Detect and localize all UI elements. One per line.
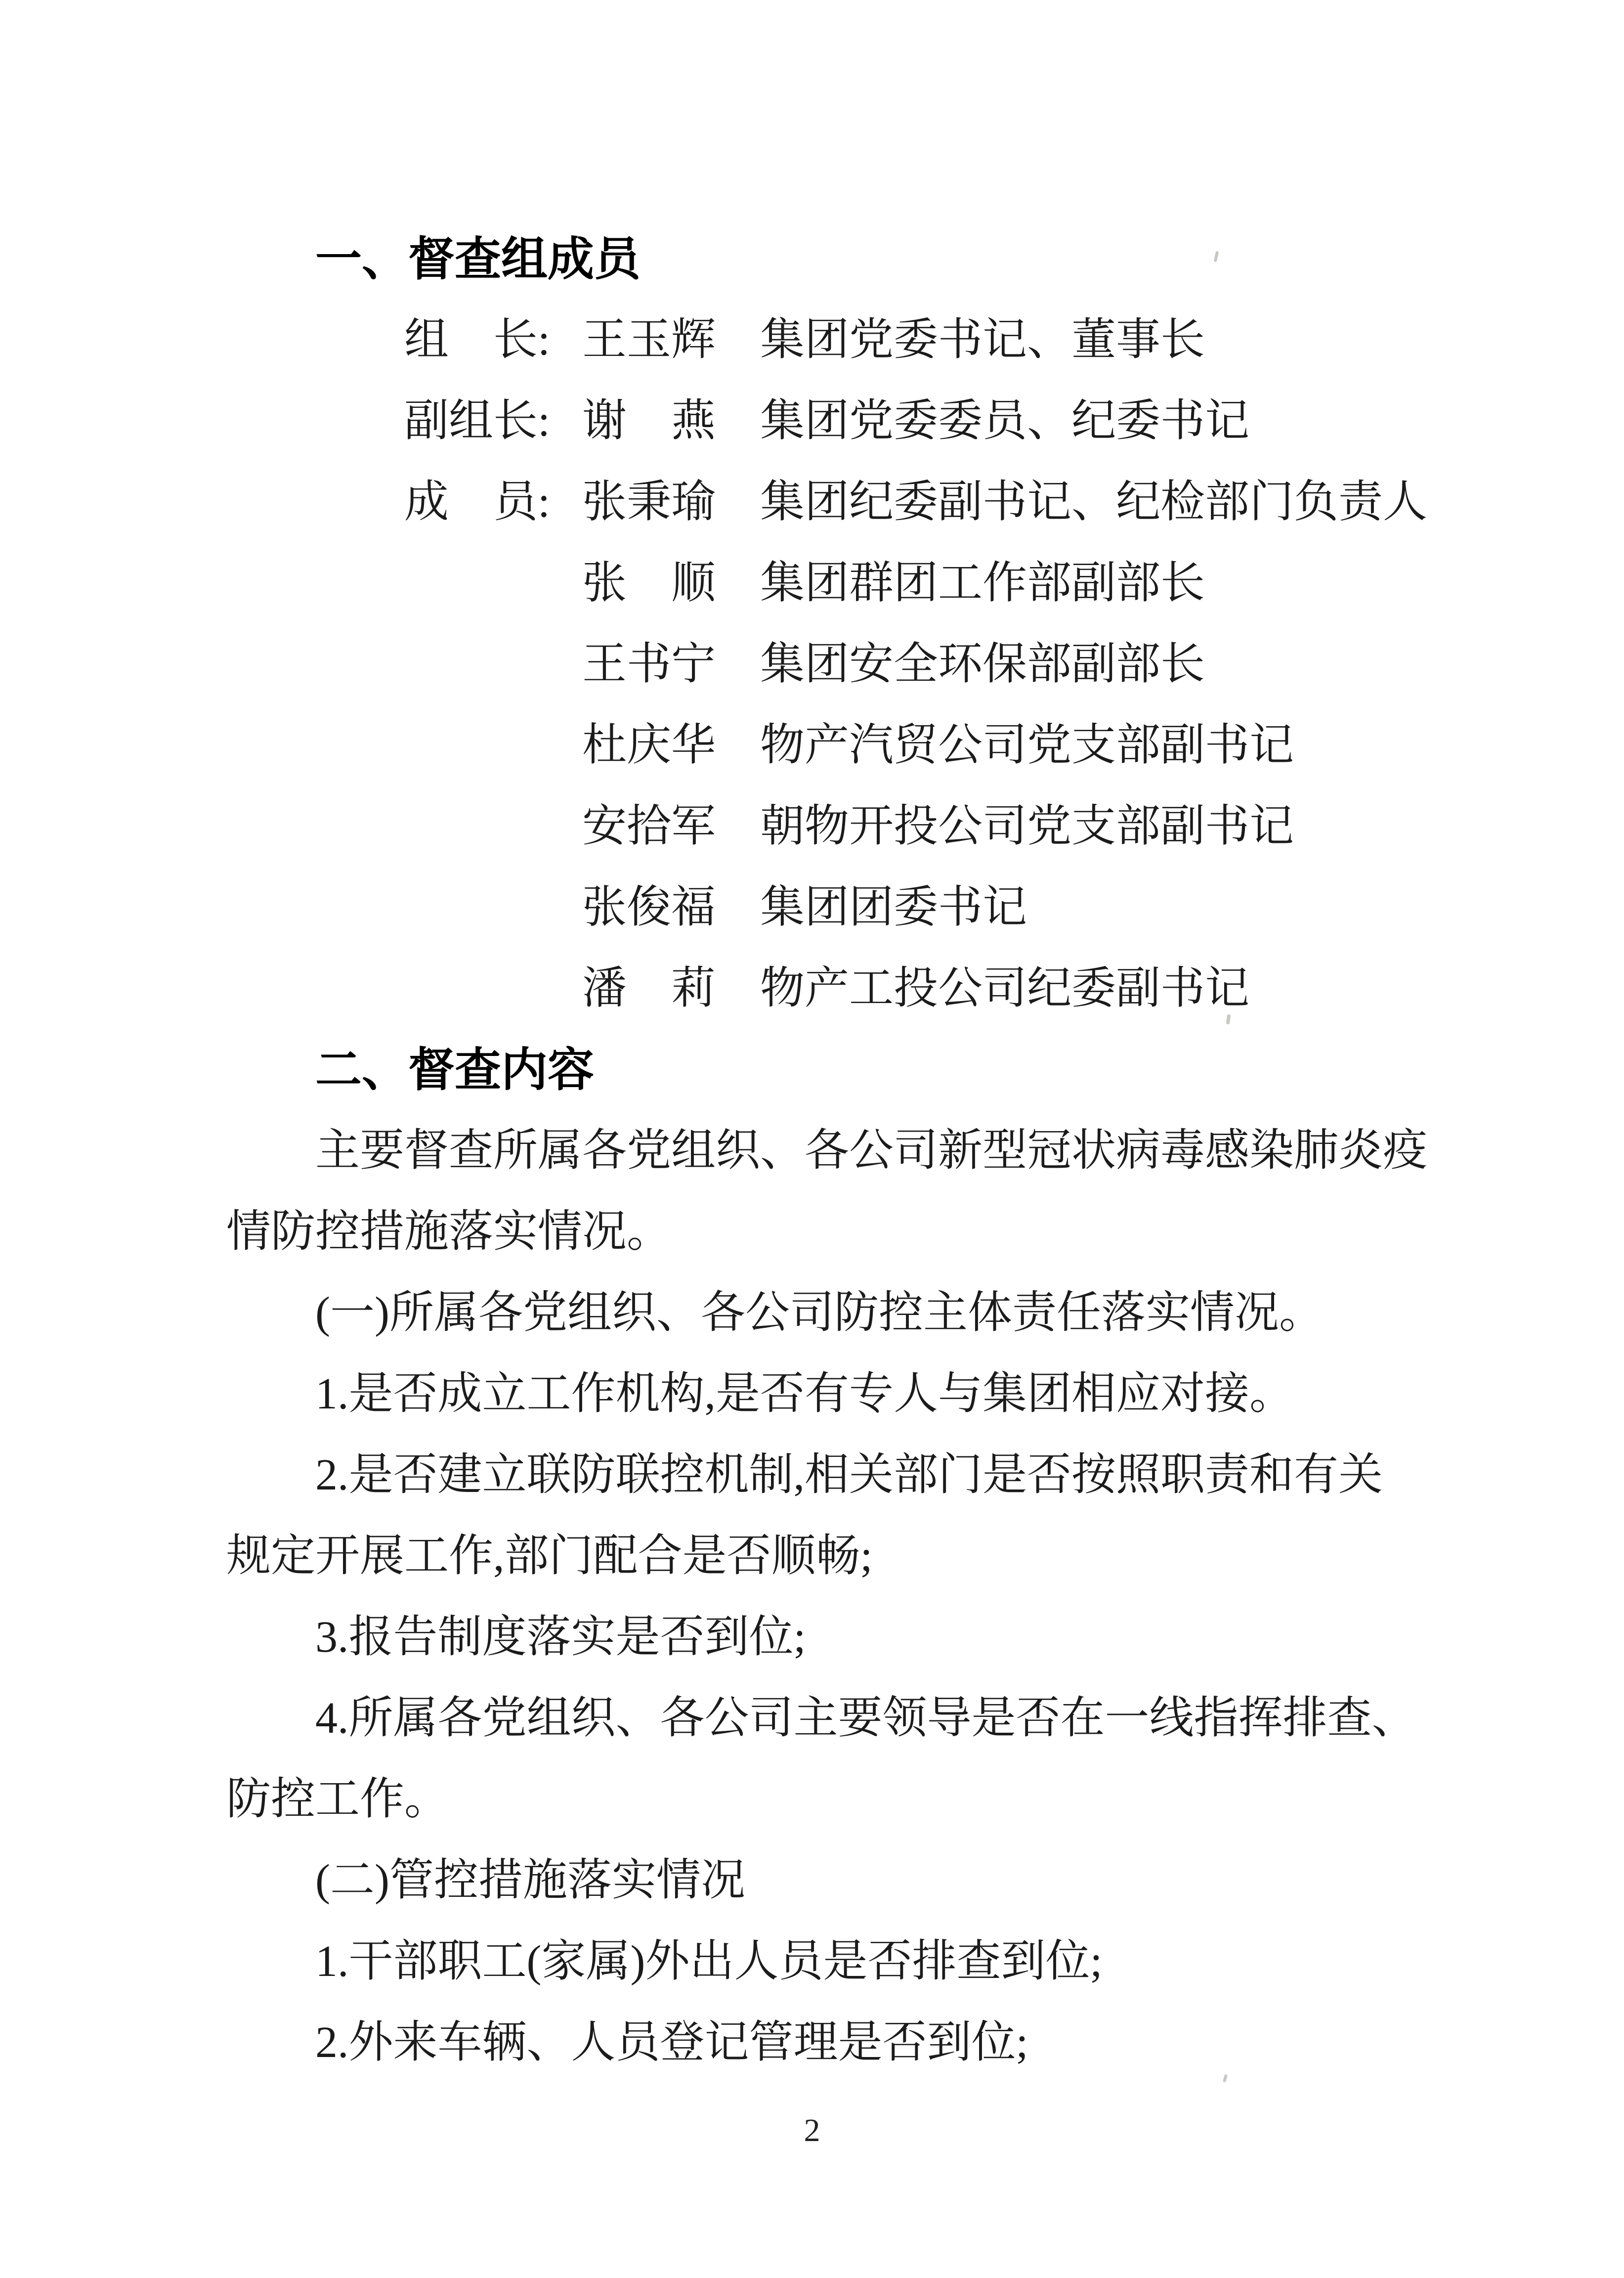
member-duty: 朝物开投公司党支部副书记 — [760, 802, 1294, 851]
member-row — [226, 543, 1432, 624]
member-role: 成 员: — [404, 478, 551, 526]
member-name: 张 顺 — [582, 559, 716, 608]
member-role: 组 长: — [404, 315, 551, 364]
document-content — [226, 219, 1432, 2083]
member-role: 副组长: — [404, 396, 551, 445]
body-line: 2.是否建立联防联控机制,相关部门是否按照职责和有关 — [315, 1450, 1383, 1499]
member-duty: 集团党委书记、董事长 — [760, 315, 1205, 364]
member-name: 王玉辉 — [582, 315, 716, 364]
body-line: 3.报告制度落实是否到位; — [315, 1613, 806, 1662]
member-row — [226, 381, 1432, 462]
member-duty: 集团党委委员、纪委书记 — [760, 396, 1249, 445]
member-name: 安拾军 — [582, 802, 716, 851]
member-name: 王书宁 — [582, 640, 716, 689]
member-row — [226, 948, 1432, 1029]
member-duty: 集团安全环保部副部长 — [760, 640, 1205, 689]
member-duty: 物产汽贸公司党支部副书记 — [760, 721, 1294, 770]
member-row — [226, 705, 1432, 786]
member-row — [226, 462, 1432, 543]
member-row — [226, 624, 1432, 705]
body-line: 规定开展工作,部门配合是否顺畅; — [226, 1532, 873, 1580]
member-duty: 集团纪委副书记、纪检部门负责人 — [760, 478, 1427, 526]
member-row — [226, 300, 1432, 381]
body-line: (二)管控措施落实情况 — [315, 1856, 745, 1905]
section-2-heading: 二、督查内容 — [315, 1044, 595, 1095]
body-line: 防控工作。 — [226, 1775, 449, 1824]
member-name: 杜庆华 — [582, 721, 716, 770]
body-line: 主要督查所属各党组织、各公司新型冠状病毒感染肺炎疫 — [315, 1126, 1427, 1175]
body-line: 2.外来车辆、人员登记管理是否到位; — [315, 2018, 1028, 2067]
member-duty: 集团群团工作部副部长 — [760, 559, 1205, 608]
member-name: 张俊福 — [582, 883, 716, 932]
body-line: 4.所属各党组织、各公司主要领导是否在一线指挥排查、 — [315, 1694, 1416, 1743]
page-number: 2 — [804, 2112, 820, 2148]
section-1-heading: 一、督查组成员 — [315, 233, 641, 285]
body-line: 情防控措施落实情况。 — [226, 1207, 671, 1256]
body-line: 1.干部职工(家属)外出人员是否排查到位; — [315, 1937, 1103, 1986]
member-duty: 物产工投公司纪委副书记 — [760, 964, 1249, 1013]
member-name: 谢 燕 — [582, 396, 716, 445]
member-duty: 集团团委书记 — [760, 883, 1027, 932]
member-row — [226, 867, 1432, 948]
member-name: 潘 莉 — [582, 964, 716, 1013]
body-line: 1.是否成立工作机构,是否有专人与集团相应对接。 — [315, 1369, 1294, 1418]
member-row — [226, 786, 1432, 867]
member-name: 张秉瑜 — [582, 478, 716, 526]
body-line: (一)所属各党组织、各公司防控主体责任落实情况。 — [315, 1288, 1324, 1337]
